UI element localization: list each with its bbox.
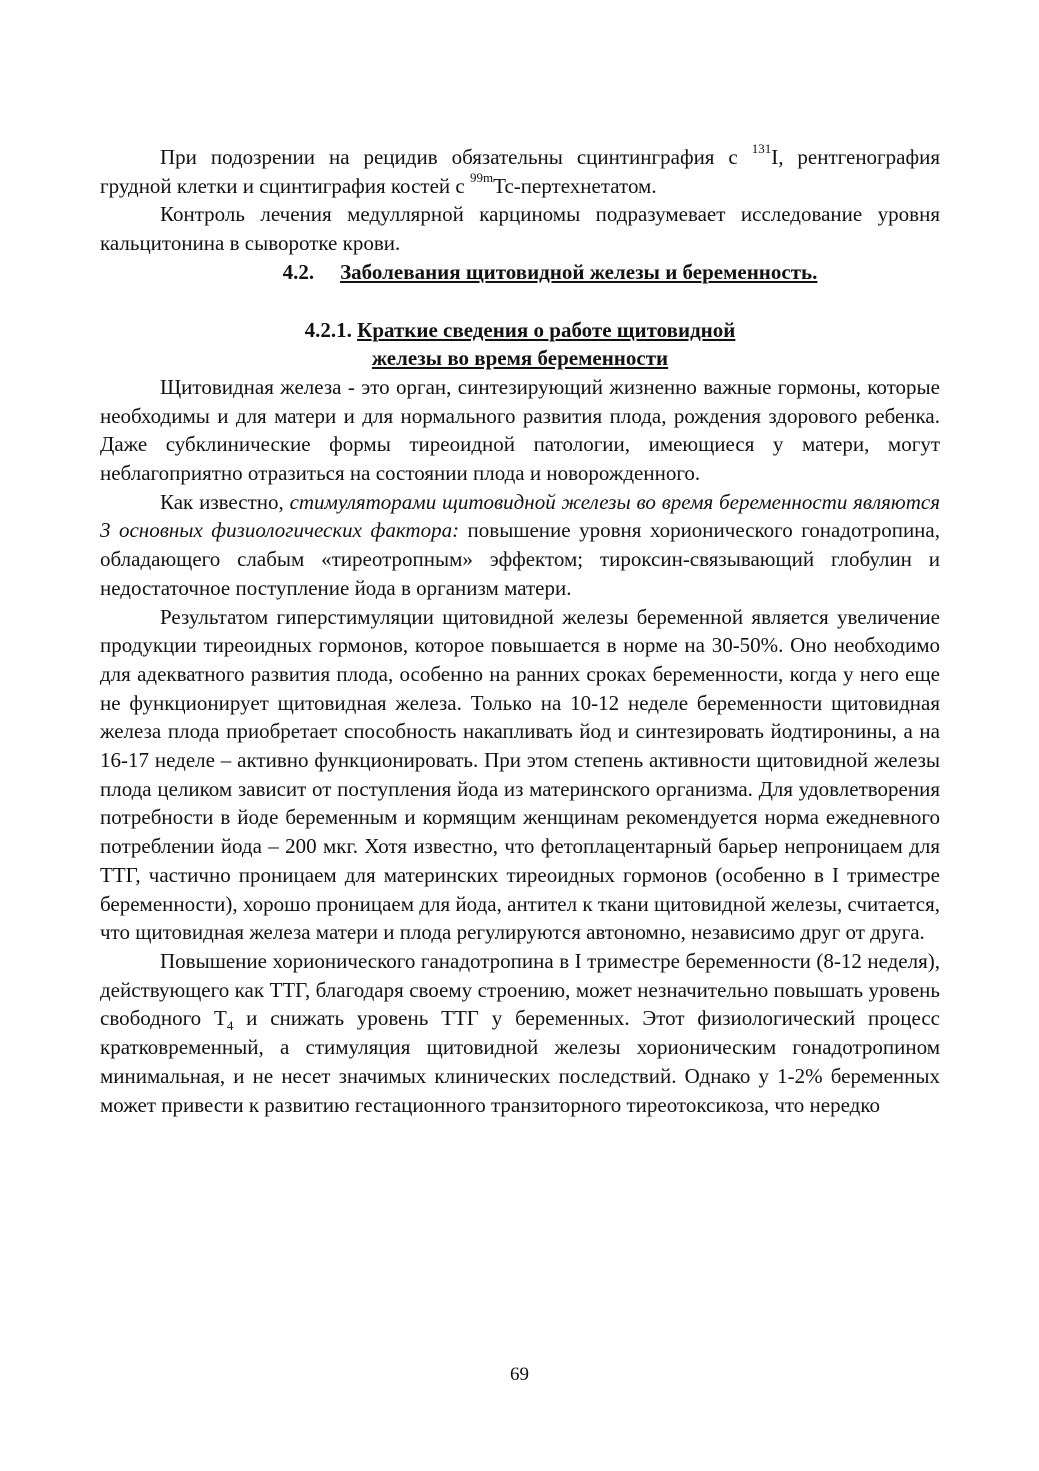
page-number: 69: [510, 1364, 529, 1385]
section-title: Заболевания щитовидной железы и беременность.: [340, 259, 818, 284]
page-body: [100, 143, 940, 1119]
italic-phrase: стимуляторами щитовидной железы во время беременности являются 3 основных физиологических фактора:: [100, 489, 940, 543]
superscript-99m: 99m: [469, 169, 494, 185]
spacer: [100, 287, 940, 316]
paragraph-thyroid-intro: Щитовидная железа - это орган, синтезирующий жизненно важные гормоны, которые необходимы и для матери и для нормального развития плода, рождения здорового ребенка. Даже субклинические формы тиреоидной патологии, имеющиеся у матери, могут неблагоприятно отразиться на состоянии плода и новорожденного.: [100, 374, 940, 486]
paragraph-stimulators: Как известно, стимуляторами щитовидной железы во время беременности являются 3 основных физиологических фактора: повышение уровня хорионического гонадотропина, обладающего слабым «тиреотропным» эффектом; тироксин-связывающий глобулин и недостаточное поступление йода в организм матери.: [100, 489, 940, 600]
paragraph-hcg: Повышение хорионического ганадотропина в I триместре беременности (8-12 неделя), действующего как ТТГ, благодаря своему строению, может незначительно повышать уровень свободного $Т_4$ и снижать уровень ТТГ у беременных. Этот физиологический процесс кратковременный, а стимуляция щитовидной железы хорионическим гонадотропином минимальная, и не несет значимых клинических последствий. Однако у 1-2% беременных может привести к развитию гестационного транзиторного тиреотоксикоза, что нередко: [100, 948, 941, 1117]
paragraph-recurrence: При подозрении на рецидив обязательны сцинтинграфия с $^{131}$I, рентгенография грудной клетки и сцинтиграфия костей с $^{99m}$Tc-пертехнетатом.: [100, 141, 940, 198]
paragraph-hyperstimulation: Результатом гиперстимуляции щитовидной железы беременной является увеличение продукции тиреоидных гормонов, которое повышается в норме на 30-50%. Оно необходимо для адекватного развития плода, особенно на ранних сроках беременности, когда у него еще не функционирует щитовидная железа. Только на 10-12 неделе беременности щитовидная железа плода приобретает способность накапливать йод и синтезировать йодтиронины, а на 16-17 неделе – активно функционировать. При этом степень активности щитовидной железы плода целиком зависит от поступления йода из материнского организма. Для удовлетворения потребности в йоде беременным и кормящим женщинам рекомендуется норма ежедневного потреблении йода – 200 мкг. Хотя известно, что фетоплацентарный барьер непроницаем для ТТГ, частично проницаем для материнских тиреоидных гормонов (особенно в I триместре беременности), хорошо проницаем для йода, антител к ткани щитовидной железы, считается, что щитовидная железа матери и плода регулируются автономно, независимо друг от друга.: [100, 604, 940, 945]
subsection-title-line-1: 4.2.1. Краткие сведения о работе щитовидной: [304, 317, 736, 342]
subscript-4: 4: [226, 1018, 234, 1034]
subsection-title-line-2: железы во время беременности: [371, 346, 669, 371]
section-heading-4-2: [160, 258, 940, 287]
subsection-number: 4.2.1.: [304, 317, 352, 342]
paragraph-calcitonin: Контроль лечения медуллярной карциномы подразумевает исследование уровня кальцитонина в сыворотке крови.: [100, 202, 940, 256]
superscript-131: 131: [751, 141, 772, 156]
section-heading-4-2-1: [100, 316, 940, 373]
section-number: 4.2.: [282, 259, 315, 284]
